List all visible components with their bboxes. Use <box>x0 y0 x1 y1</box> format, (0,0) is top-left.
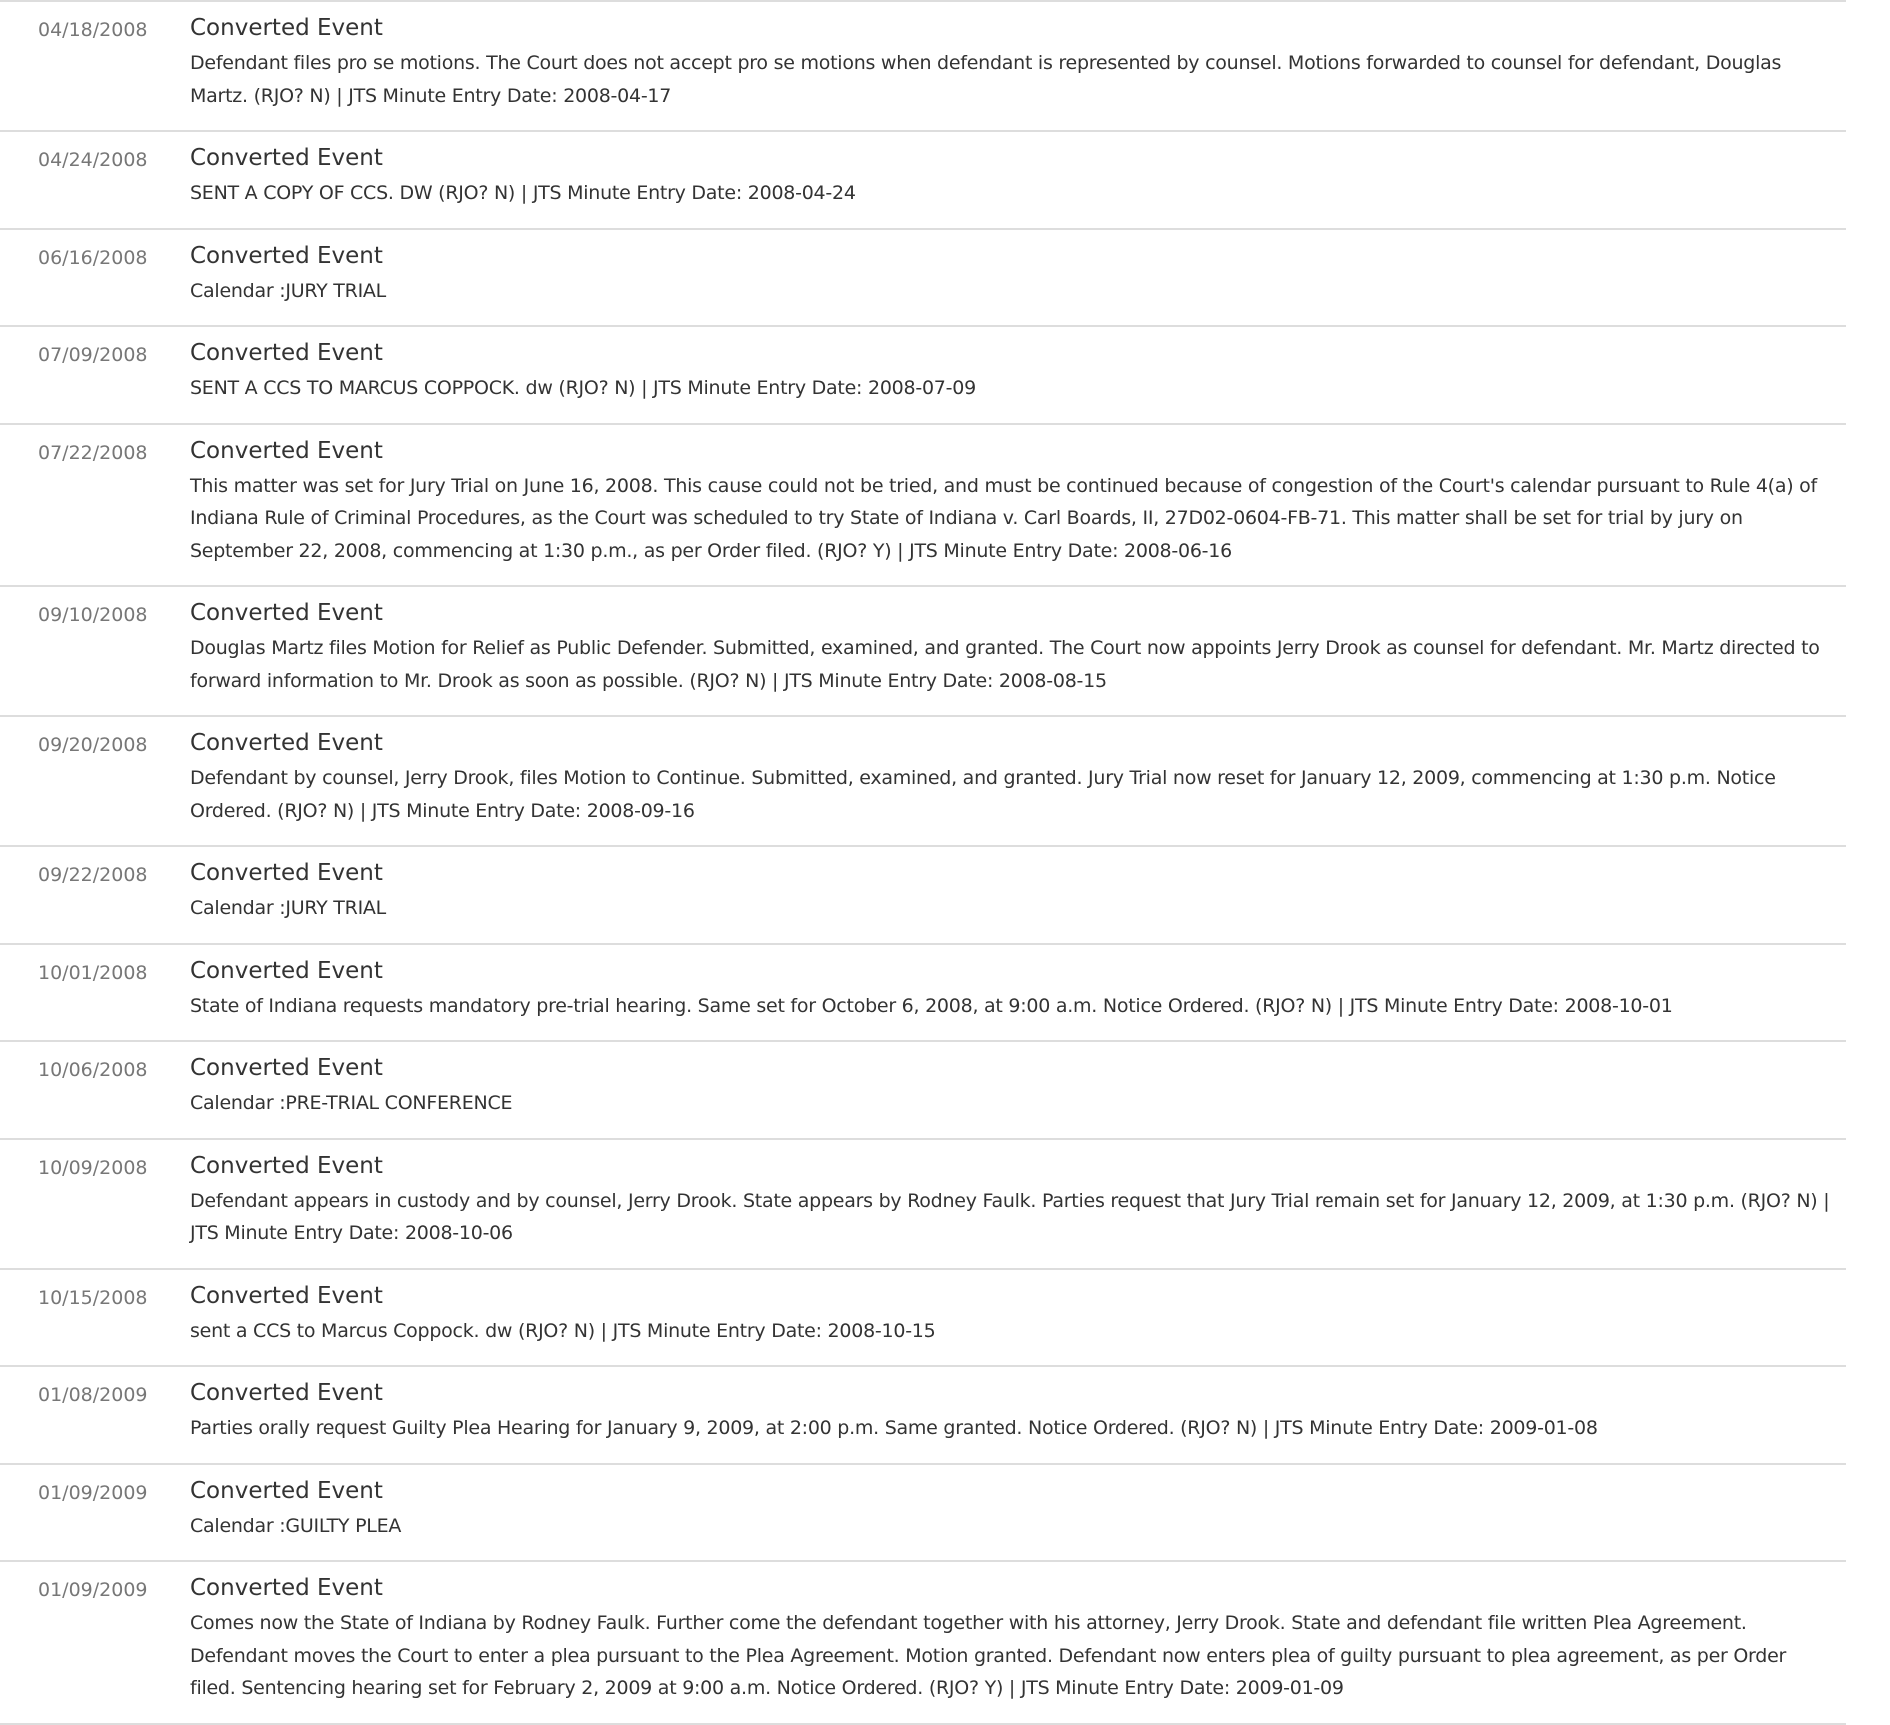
event-title: Converted Event <box>190 730 383 756</box>
event-date: 04/24/2008 <box>38 149 148 171</box>
event-title: Converted Event <box>190 340 383 366</box>
event-body <box>190 338 1846 405</box>
event-title: Converted Event <box>190 600 383 626</box>
event-body <box>190 728 1846 827</box>
event-date: 01/08/2009 <box>38 1384 148 1406</box>
event-body <box>190 143 1846 210</box>
event-body <box>190 241 1846 308</box>
event-title: Converted Event <box>190 1055 383 1081</box>
event-title: Converted Event <box>190 1380 383 1406</box>
event-description: Parties orally request Guilty Plea Hearing for January 9, 2009, at 2:00 p.m. Same granted. Notice Ordered. (RJO? N) | JTS Minute Entry Date: 2009-01-08 <box>190 1417 1598 1439</box>
event-row <box>0 425 1846 588</box>
event-body <box>190 1573 1846 1705</box>
event-title: Converted Event <box>190 242 383 269</box>
event-row <box>0 945 1846 1043</box>
event-date: 07/22/2008 <box>38 441 148 464</box>
event-title: Converted Event <box>190 437 383 464</box>
event-date: 10/09/2008 <box>38 1156 148 1179</box>
event-title: Converted Event <box>190 145 383 171</box>
event-row <box>0 327 1846 425</box>
event-title: Converted Event <box>190 957 383 984</box>
event-row <box>0 2 1846 132</box>
event-body <box>190 956 1846 1023</box>
event-body <box>190 1476 1846 1543</box>
event-date: 10/06/2008 <box>38 1059 148 1081</box>
event-row <box>0 1140 1846 1270</box>
event-description: Douglas Martz files Motion for Relief as Public Defender. Submitted, examined, and granted. The Court now appoints Jerry Drook as counsel for defendant. Mr. Martz directed to forward information to Mr. Drook as soon as possible. (RJO? N) | JTS Minute Entry Date: 2008-08-15 <box>190 637 1820 692</box>
event-description: Defendant files pro se motions. The Court does not accept pro se motions when defendant is represented by counsel. Motions forwarded to counsel for defendant, Douglas Martz. (RJO? N) | JTS Minute Entry Date: 2008-04-17 <box>190 52 1782 107</box>
event-description: Calendar :JURY TRIAL <box>190 897 387 919</box>
event-date: 09/10/2008 <box>38 604 148 626</box>
event-title: Converted Event <box>190 1152 383 1179</box>
event-title: Converted Event <box>190 1282 383 1309</box>
event-row <box>0 847 1846 945</box>
event-body <box>190 1378 1846 1445</box>
event-row <box>0 587 1846 717</box>
event-description: State of Indiana requests mandatory pre-trial hearing. Same set for October 6, 2008, at 9:00 a.m. Notice Ordered. (RJO? N) | JTS Minute Entry Date: 2008-10-01 <box>190 994 1673 1017</box>
event-row <box>0 132 1846 230</box>
event-description: Calendar :JURY TRIAL <box>190 279 387 302</box>
event-description: Defendant appears in custody and by counsel, Jerry Drook. State appears by Rodney Faulk. Parties request that Jury Trial remain set for January 12, 2009, at 1:30 p.m. (RJO? N) | JTS Minute Entry Date: 2008-10-06 <box>190 1189 1830 1244</box>
event-row <box>0 230 1846 328</box>
event-title: Converted Event <box>190 1477 383 1504</box>
event-title: Converted Event <box>190 860 383 886</box>
event-date: 01/09/2009 <box>38 1579 148 1601</box>
event-row <box>0 1562 1846 1725</box>
event-body <box>190 436 1846 568</box>
event-description: This matter was set for Jury Trial on June 16, 2008. This cause could not be tried, and must be continued because of congestion of the Court's calendar pursuant to Rule 4(a) of Indiana Rule of Criminal Procedures, as the Court was scheduled to try State of Indiana v. Carl Boards, II, 27D02-0604-FB-71. This matter shall be set for trial by jury on September 22, 2008, commencing at 1:30 p.m., as per Order filed. (RJO? Y) | JTS Minute Entry Date: 2008-06-16 <box>190 474 1817 562</box>
event-description: Defendant by counsel, Jerry Drook, files Motion to Continue. Submitted, examined, and granted. Jury Trial now reset for January 12, 2009, commencing at 1:30 p.m. Notice Ordered. (RJO? N) | JTS Minute Entry Date: 2008-09-16 <box>190 767 1776 822</box>
event-body <box>190 1151 1846 1250</box>
event-date: 06/16/2008 <box>38 246 148 269</box>
event-description: Calendar :GUILTY PLEA <box>190 1514 402 1537</box>
event-row <box>0 1042 1846 1140</box>
event-body <box>190 858 1846 925</box>
event-date: 07/09/2008 <box>38 344 148 366</box>
event-row <box>0 1270 1846 1368</box>
event-body <box>190 13 1846 112</box>
event-row <box>0 1367 1846 1465</box>
event-date: 09/22/2008 <box>38 864 148 886</box>
event-row <box>0 717 1846 847</box>
event-title: Converted Event <box>190 15 383 41</box>
event-row <box>0 1465 1846 1563</box>
event-date: 10/15/2008 <box>38 1286 148 1309</box>
event-description: SENT A CCS TO MARCUS COPPOCK. dw (RJO? N) | JTS Minute Entry Date: 2008-07-09 <box>190 377 976 399</box>
event-body <box>190 1053 1846 1120</box>
event-description: Comes now the State of Indiana by Rodney Faulk. Further come the defendant together with his attorney, Jerry Drook. State and defendant file written Plea Agreement. Defendant moves the Court to enter a plea pursuant to the Plea Agreement. Motion granted. Defendant now enters plea of guilty pursuant to plea agreement, as per Order filed. Sentencing hearing set for February 2, 2009 at 9:00 a.m. Notice Ordered. (RJO? Y) | JTS Minute Entry Date: 2009-01-09 <box>190 1612 1787 1699</box>
event-description: SENT A COPY OF CCS. DW (RJO? N) | JTS Minute Entry Date: 2008-04-24 <box>190 182 856 204</box>
event-date: 10/01/2008 <box>38 961 148 984</box>
event-date: 04/18/2008 <box>38 19 148 41</box>
event-description: sent a CCS to Marcus Coppock. dw (RJO? N) | JTS Minute Entry Date: 2008-10-15 <box>190 1319 936 1342</box>
event-date: 09/20/2008 <box>38 734 148 756</box>
event-date: 01/09/2009 <box>38 1481 148 1504</box>
event-description: Calendar :PRE-TRIAL CONFERENCE <box>190 1092 513 1114</box>
event-body <box>190 598 1846 697</box>
event-title: Converted Event <box>190 1575 383 1601</box>
event-body <box>190 1281 1846 1348</box>
